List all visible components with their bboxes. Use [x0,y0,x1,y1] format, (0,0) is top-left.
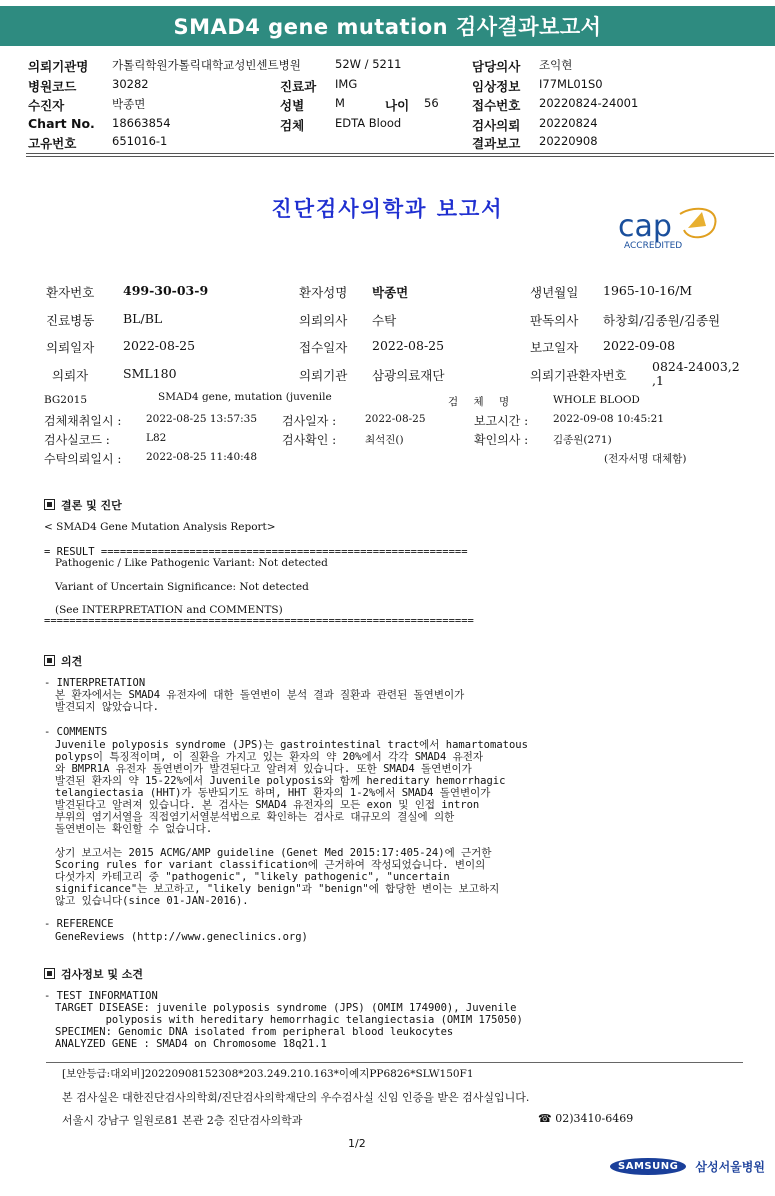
label-chart-no: Chart No. [28,116,95,131]
cap-logo-text: cap [618,209,672,244]
comments2-line-5: 않고 있습니다(since 01-JAN-2016). [55,895,249,907]
section-conclusion-label: 결론 및 진단 [61,499,122,512]
label-dob: 생년월일 [530,285,579,300]
label-receive-date: 접수일자 [299,340,348,355]
label-age: 나이 [385,98,410,113]
value-inst-patient-no-2: ,1 [652,373,664,388]
comments2-line-2: Scoring rules for variant classification에 근거하여 작성되었습니다. 변이의 [55,859,486,871]
value-accession: 20220824-24001 [539,96,639,110]
comments2-line-1: 상기 보고서는 2015 ACMG/AMP guideline (Genet Med 2015:17:405-24)에 근거한 [55,847,492,859]
test-info-line-3: SPECIMEN: Genomic DNA isolated from peripheral blood leukocytes [55,1026,454,1038]
value-collect-time: 2022-08-25 13:57:35 [146,413,258,425]
comments-line-8: 돌연변이는 확인할 수 없습니다. [55,823,213,835]
value-ward: 52W / 5211 [335,57,402,71]
label-reading-doctor: 판독의사 [530,313,579,328]
comments-line-6: 발견된다고 알려져 있습니다. 본 검사는 SMAD4 유전자의 모든 exon 및 인접 intron [55,799,480,811]
label-specimen: 검체 [280,118,305,133]
label-institution-2: 의뢰기관 [299,368,348,383]
comments-line-1: Juvenile polyposis syndrome (JPS)는 gastrointestinal tract에서 hamartomatous [55,739,528,751]
square-bullet-icon [44,655,55,666]
value-department: IMG [335,77,358,91]
cap-logo-subtext: ACCREDITED [624,241,683,251]
test-info-line-2: polyposis with hereditary hemorrhagic telangiectasia (OMIM 175050) [55,1014,523,1026]
label-unique-no: 고유번호 [28,136,77,151]
label-hospital-code: 병원코드 [28,79,77,94]
label-requester: 의뢰자 [52,368,89,383]
label-request-date: 검사의뢰 [472,118,521,133]
label-confirm-doctor: 확인의사 : [474,433,529,447]
value-result-report: 20220908 [539,134,598,148]
comments-line-5: telangiectasia (HHT)가 동반되기도 하며, HHT 환자의 1-2%에서 SMAD4 돌연변이가 [55,787,491,799]
result-pathogenic: Pathogenic / Like Pathogenic Variant: Not detected [55,557,328,569]
value-lab-code: L82 [146,432,167,444]
label-lab-code: 검사실코드 : [44,433,110,447]
comments-line-2: polyps이 특징적이며, 이 질환을 가지고 있는 환자의 약 20%에서 각각 SMAD4 유전자 [55,751,484,763]
value-reading-doctor: 하창회/김종원/김종원 [603,313,721,328]
label-test-date: 검사일자 : [282,414,337,428]
value-clinical-info: I77ML01S0 [539,77,603,91]
value-receive-date: 2022-08-25 [372,338,445,353]
comments2-line-4: significance"는 보고하고, "likely benign"과 "benign"에 합당한 변이는 보고하지 [55,883,500,895]
value-test-date: 2022-08-25 [365,413,426,425]
interp-heading: - INTERPRETATION [44,677,146,689]
value-ward-bl: BL/BL [123,311,163,326]
value-patient-no: 499-30-03-9 [123,283,209,298]
label-examinee: 수진자 [28,98,65,113]
samsung-hospital-logo [610,1156,765,1175]
footer-divider [46,1062,743,1063]
value-sex: M [335,96,345,110]
report-banner-title: SMAD4 gene mutation 검사결과보고서 [0,6,775,46]
label-patient-no: 환자번호 [46,285,95,300]
value-chart-no: 18663854 [112,116,171,130]
value-request-date-2: 2022-08-25 [123,338,196,353]
result-see-note: (See INTERPRETATION and COMMENTS) [55,604,283,616]
label-inst-patient-no: 의뢰기관환자번호 [530,368,627,383]
value-institution-2: 삼광의료재단 [372,368,445,383]
lab-phone: ☎ 02)3410-6469 [538,1112,634,1125]
value-patient-name: 박종면 [372,285,409,300]
label-attending: 담당의사 [472,59,521,74]
reference-heading: - REFERENCE [44,918,114,930]
test-info-line-4: ANALYZED GENE : SMAD4 on Chromosome 18q21.1 [55,1038,327,1050]
value-age: 56 [424,96,439,110]
header-divider [26,153,774,154]
label-accession: 접수번호 [472,98,521,113]
label-collect-time: 검체채취일시 : [44,414,122,428]
comments-line-7: 부위의 염기서열을 직접염기서열분석법으로 확인하는 검사로 대규모의 결실에 의한 [55,811,455,823]
value-request-date: 20220824 [539,116,598,130]
label-institution: 의뢰기관명 [28,59,89,74]
e-signature-note: (전자서명 대체함) [604,453,687,465]
label-sex: 성별 [280,98,305,113]
label-request-date-2: 의뢰일자 [46,340,95,355]
label-patient-name: 환자성명 [299,285,348,300]
label-clinical-info: 임상정보 [472,79,521,94]
lab-address: 서울시 강남구 일원로81 본관 2층 진단검사의학과 [62,1114,303,1127]
test-info-line-1: TARGET DISEASE: juvenile polyposis syndrome (JPS) (OMIM 174900), Juvenile [55,1002,517,1014]
label-test-confirm: 검사확인 : [282,433,337,447]
value-institution: 가톨릭학원가톨릭대학교성빈센트병원 [112,58,301,72]
security-line: [보안등급:대외비]20220908152308*203.249.210.163*이예지PP6826*SLW150F1 [62,1068,474,1080]
value-requester: SML180 [123,366,177,381]
label-department: 진료과 [280,79,317,94]
report-name: < SMAD4 Gene Mutation Analysis Report> [44,521,276,533]
comments-line-4: 발견된 환자의 약 15-22%에서 Juvenile polyposis와 함께 hereditary hemorrhagic [55,775,506,787]
value-hospital-code: 30282 [112,77,149,91]
value-inst-patient-no-1: 0824-24003,2 [652,359,740,374]
page-number: 1/2 [348,1137,366,1150]
label-report-time: 보고시간 : [474,414,529,428]
exam-name: SMAD4 gene, mutation (juvenile [158,391,332,403]
label-requesting-doctor: 의뢰의사 [299,313,348,328]
comments-line-3: 와 BMPR1A 유전자 돌연변이가 발견된다고 알려져 있습니다. 또한 SMAD4 돌연변이가 [55,763,472,775]
samsung-wordmark: SAMSUNG [610,1158,686,1175]
section-test-info-label: 검사정보 및 소견 [61,968,144,981]
section-opinion [44,653,82,669]
square-bullet-icon [44,968,55,979]
value-report-date: 2022-09-08 [603,338,676,353]
certification-note: 본 검사실은 대한진단검사의학회/진단검사의학재단의 우수검사실 신임 인증을 받은 검사실입니다. [62,1091,530,1104]
result-header-line: = RESULT ========================================================== [44,546,468,558]
value-specimen: EDTA Blood [335,116,402,130]
value-confirm-doctor: 김종원(271) [553,434,612,446]
value-attending: 조익현 [539,58,573,72]
label-result-report: 결과보고 [472,136,521,151]
label-report-date: 보고일자 [530,340,579,355]
value-report-time: 2022-09-08 10:45:21 [553,413,665,425]
label-specimen-name: 검 체 명 [448,396,516,408]
label-request-time: 수탁의뢰일시 : [44,452,122,466]
hospital-name: 삼성서울병원 [695,1160,765,1174]
exam-code: BG2015 [44,394,88,406]
section-conclusion [44,497,122,513]
header-divider-2 [26,156,774,157]
interp-line-1: 본 환자에서는 SMAD4 유전자에 대한 돌연변이 분석 결과 질환과 관련된 돌연변이가 [55,689,465,701]
section-opinion-label: 의견 [61,655,83,668]
report-title: 진단검사의학과 보고서 [271,196,504,221]
result-vus: Variant of Uncertain Significance: Not detected [55,581,309,593]
value-test-confirm: 최석진() [365,434,404,446]
test-info-heading: - TEST INFORMATION [44,990,158,1002]
comments-heading: - COMMENTS [44,726,108,738]
value-requesting-doctor: 수탁 [372,313,397,328]
section-test-info [44,966,143,982]
square-bullet-icon [44,499,55,510]
result-footer-line: ==================================================================== [44,615,474,627]
cap-accredited-logo [618,206,728,252]
reference-link[interactable]: GeneReviews (http://www.geneclinics.org) [55,931,308,943]
value-specimen-name: WHOLE BLOOD [553,394,640,406]
interp-line-2: 발견되지 않았습니다. [55,701,159,713]
value-examinee: 박종면 [112,97,146,111]
value-dob: 1965-10-16/M [603,283,693,298]
label-ward: 진료병동 [46,313,95,328]
comments2-line-3: 다섯가지 카테고리 중 "pathogenic", "likely pathogenic", "uncertain [55,871,450,883]
value-request-time: 2022-08-25 11:40:48 [146,451,258,463]
value-unique-no: 651016-1 [112,134,168,148]
